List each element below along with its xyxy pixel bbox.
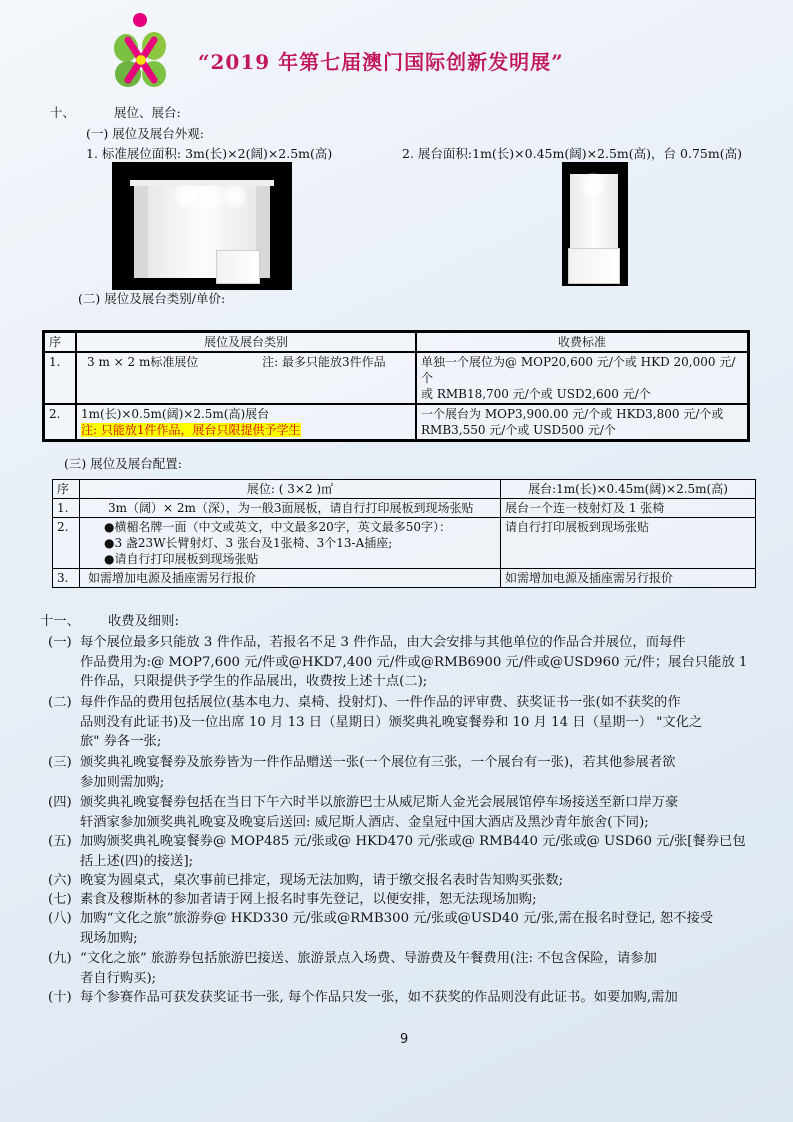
fee-line: RMB3,550 元/个或 USD500 元/个 (421, 423, 616, 437)
rule-number: (一) (48, 635, 72, 650)
rule-line: 括上述(四)的接送]; (80, 853, 194, 869)
section-10-number: 十、 (50, 105, 76, 120)
rule-number: (三) (48, 755, 72, 770)
section-11-heading: 收费及细则: (108, 614, 179, 629)
stand-size-label: 2. 展台面积:1m(长)×0.45m(阔)×2.5m(高)，台 0.75m(高) (402, 146, 742, 161)
booth-pricing-table (42, 330, 750, 442)
section-11-number: 十一、 (40, 614, 80, 629)
row-number: 2. (53, 518, 80, 569)
col-header-no: 序 (53, 480, 80, 499)
rule-line: 每件作品的费用包括展位(基本电力、桌椅、投射灯)、一件作品的评审费、获奖证书一张(如不获奖的作 (80, 695, 681, 710)
rule-line: 素食及穆斯林的参加者请于网上报名时事先登记，以便安排，恕无法现场加购; (80, 892, 537, 907)
row-number: 1. (53, 499, 80, 518)
fee-line: 或 RMB18,700 元/个或 USD2,600 元/个 (421, 387, 651, 401)
col-header-type: 展位及展台类别 (76, 332, 416, 353)
rule-line: 现场加购; (80, 930, 138, 946)
rule-line: 加购“文化之旅”旅游券@ HKD330 元/张或@RMB300 元/张或@USD40 元/张,需在报名时登记, 恕不接受 (80, 911, 714, 926)
category-type: 3 m × 2 m标准展位 (87, 355, 199, 369)
rule-line: 晚宴为圆桌式，桌次事前已排定，现场无法加购，请于缴交报名表时告知购买张数; (80, 873, 564, 888)
row-number: 2. (44, 404, 77, 441)
stand-config-line: 请自行打印展板到现场张贴 (505, 520, 650, 534)
rule-line: 旅" 券各一张; (80, 734, 162, 749)
rule-number: (九) (48, 951, 72, 966)
page-number: 9 (400, 1032, 409, 1047)
col-header-fee: 收费标准 (416, 332, 749, 353)
row-number: 3. (53, 569, 80, 588)
rule-number: (五) (48, 834, 72, 849)
table-header-row (53, 480, 756, 499)
booth-configuration-table (52, 479, 756, 588)
rule-line: 参加则需加购; (80, 774, 165, 790)
rule-number: (七) (48, 892, 72, 907)
fee-line: 一个展台为 MOP3,900.00 元/个或 HKD3,800 元/个或 (421, 407, 724, 421)
expo-logo (108, 10, 172, 94)
rule-number: (八) (48, 911, 72, 926)
rule-line: 颁奖典礼晚宴餐券包括在当日下午六时半以旅游巴士从威尼斯人金光会展展馆停车场接送至新口岸万豪 (80, 795, 679, 810)
row-number: 1. (44, 352, 77, 404)
category-note-highlight: 注: 只能放1件作品，展台只限提供予学生 (81, 423, 301, 437)
fee-line: 单独一个展位为@ MOP20,600 元/个或 HKD 20,000 元/个 (421, 355, 736, 385)
table-row (44, 352, 749, 404)
subsection-appearance: (一) 展位及展台外观: (86, 126, 204, 141)
table-header-row (44, 332, 749, 353)
subsection-configuration: (三) 展位及展台配置: (64, 456, 182, 471)
rule-line: 颁奖典礼晚宴餐券及旅券皆为一件作品赠送一张(一个展位有三张，一个展台有一张)，若其他参展者欲 (80, 755, 676, 770)
rule-number: (十) (48, 990, 72, 1005)
page-title: “2019 年第七届澳门国际创新发明展” (198, 50, 564, 74)
table-row (53, 569, 756, 588)
rule-line: 者自行购买); (80, 970, 157, 986)
exhibit-stand-image (562, 162, 628, 286)
category-type: 1m(长)×0.5m(阔)×2.5m(高)展台 (81, 407, 270, 421)
booth-config-line: 如需增加电源及插座需另行报价 (88, 571, 257, 585)
booth-config-line: ●3 盏23W长臂射灯、3 张台及1张椅、3个13-A插座; (104, 536, 393, 550)
rule-number: (六) (48, 873, 72, 888)
rule-line: 品则没有此证书)及一位出席 10 月 13 日（星期日）颁奖典礼晚宴餐券和 10 月 14 日（星期一） "文化之 (80, 714, 703, 730)
rule-line: 轩酒家参加颁奖典礼晚宴及晚宴后送回: 威尼斯人酒店、金皇冠中国大酒店及黑沙青年旅舍(下同); (80, 814, 649, 830)
standard-booth-image (112, 162, 292, 290)
table-row (53, 499, 756, 518)
rule-line: 件作品，只限提供予学生的作品展出，收费按上述十点(二); (80, 674, 428, 689)
col-header-stand: 展台:1m(长)×0.45m(阔)×2.5m(高) (501, 480, 756, 499)
booth-config-line: ●横楣名牌一面（中文或英文，中文最多20字，英文最多50字）： (104, 520, 452, 534)
col-header-no: 序 (44, 332, 77, 353)
rule-number: (二) (48, 695, 72, 710)
rule-line: “文化之旅” 旅游券包括旅游巴接送、旅游景点入场费、导游费及午餐费用(注: 不包含保险，请参加 (80, 951, 657, 966)
subsection-categories: (二) 展位及展台类别/单价: (78, 291, 226, 306)
category-note: 注: 最多只能放3件作品 (262, 355, 386, 369)
rule-line: 加购颁奖典礼晚宴餐券@ MOP485 元/张或@ HKD470 元/张或@ RMB440 元/张或@ USD60 元/张[餐券已包 (80, 834, 746, 849)
booth-size-label: 1. 标准展位面积: 3m(长)×2(阔)×2.5m(高) (86, 146, 333, 161)
stand-config-line: 如需增加电源及插座需另行报价 (505, 571, 674, 585)
booth-config-line: ●请自行打印展板到现场张贴 (104, 552, 259, 566)
rule-line: 作品费用为:@ MOP7,600 元/件或@HKD7,400 元/件或@RMB6900 元/件或@USD960 元/件；展台只能放 1 (80, 654, 748, 670)
rule-line: 每个参赛作品可获发获奖证书一张, 每个作品只发一张，如不获奖的作品则没有此证书。如要加购,需加 (80, 990, 678, 1005)
booth-config-line: 3m（阔）× 2m（深），为一般3面展板，请自行打印展板到现场张贴 (108, 501, 474, 515)
section-10-heading: 展位、展台: (114, 105, 181, 120)
table-row (44, 404, 749, 441)
table-row (53, 518, 756, 569)
stand-config-line: 展台一个连一枝射灯及 1 张椅 (505, 501, 665, 515)
col-header-booth: 展位: ( 3×2 )㎡ (80, 480, 501, 499)
rule-line: 每个展位最多只能放 3 件作品，若报名不足 3 件作品，由大会安排与其他单位的作品合并展位，而每件 (80, 635, 686, 650)
rule-number: (四) (48, 795, 72, 810)
